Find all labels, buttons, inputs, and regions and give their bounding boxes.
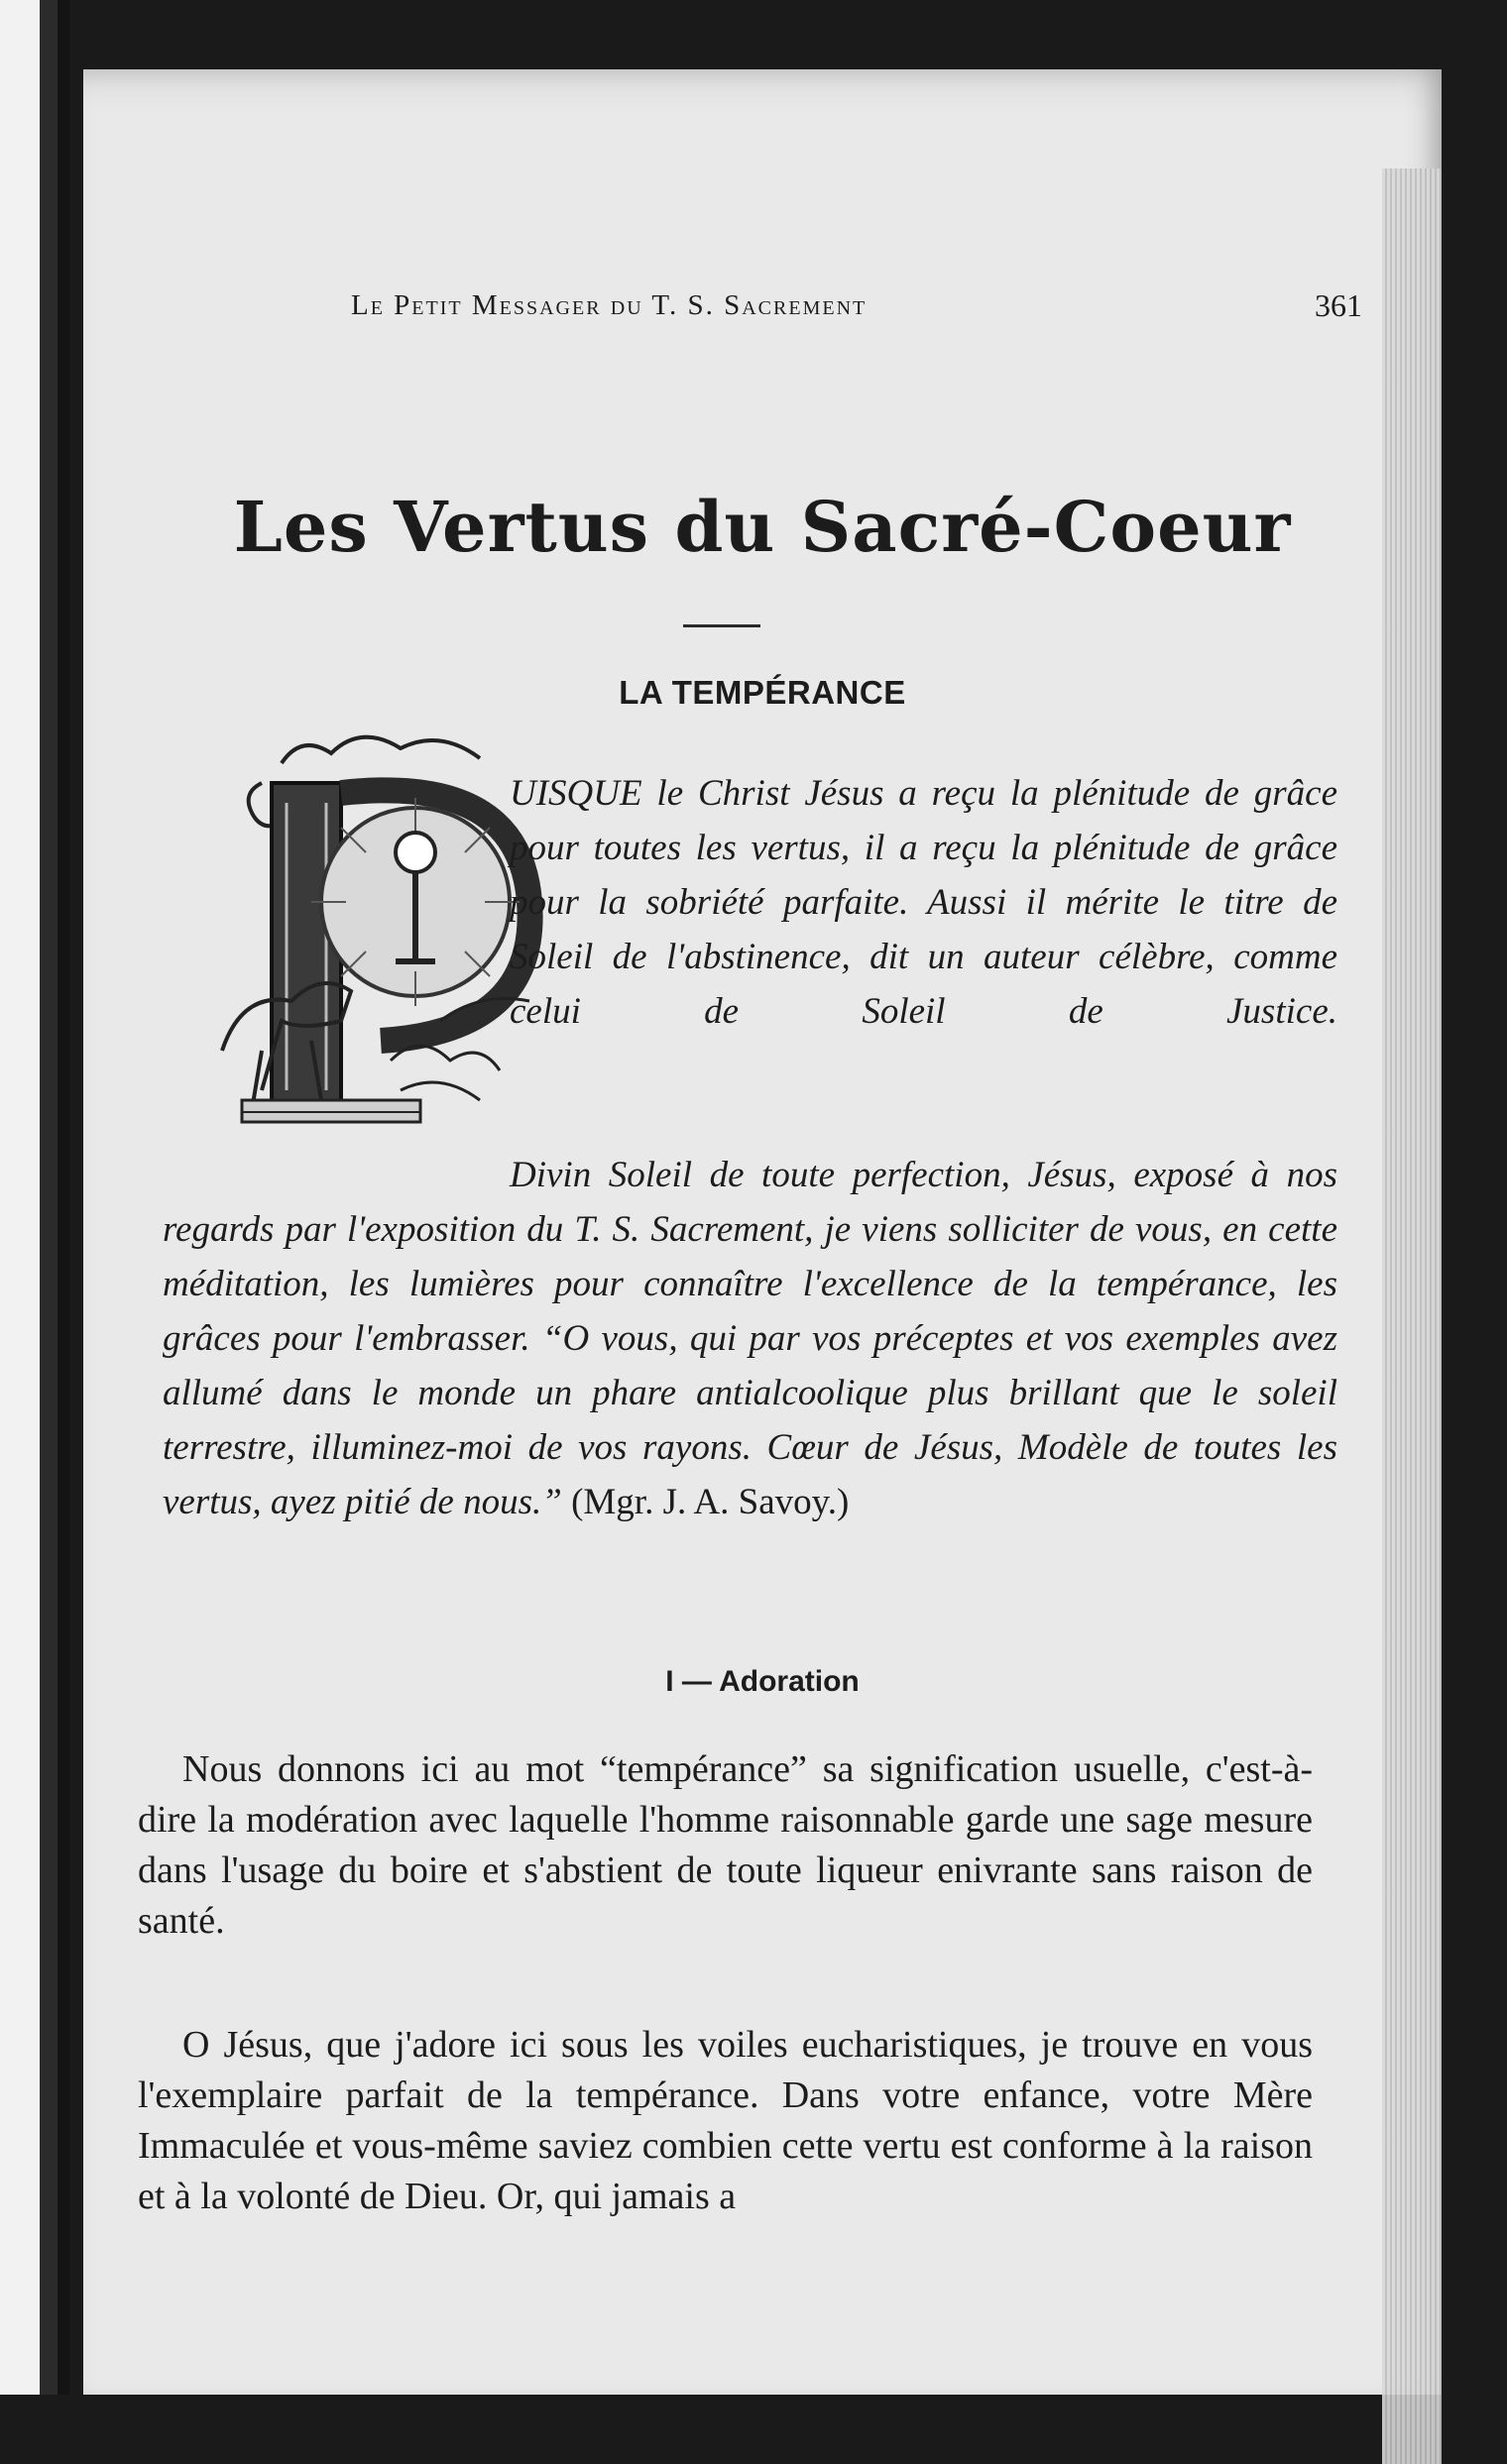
book-binding: [0, 0, 69, 2395]
page-title: Les Vertus du Sacré-Coeur: [233, 486, 1292, 568]
page-number: 361: [1315, 287, 1362, 323]
intro-citation: (Mgr. J. A. Savoy.): [571, 1482, 850, 1522]
title-divider: [683, 624, 760, 627]
running-title: Le Petit Messager du T. S. Sacrement: [351, 289, 868, 321]
intro-prayer: [163, 1148, 1337, 1529]
subsection-title: I — Adoration: [665, 1665, 860, 1698]
body-paragraph: O Jésus, que j'adore ici sous les voiles eucharistiques, je trouve en vous l'exemplaire parfait de la tempérance. Dans votre enfance, votre Mère Immaculée et vous-même saviez combien cette vertu est conforme à la raison et à la volonté de Dieu. Or, qui jamais a: [138, 2024, 1313, 2217]
section-title: LA TEMPÉRANCE: [619, 674, 906, 711]
book-page: [83, 69, 1442, 2395]
intro-prayer-text: Divin Soleil de toute perfection, Jésus, exposé à nos regards par l'exposition du T. S. Sacrement, je viens solliciter de vous, en cette méditation, les lumières pour connaître l'excellence de la tempérance, les grâces pour l'embrasser. “O vous, qui par vos préceptes et vos exemples avez allumé dans le monde un phare antialcoolique plus brillant que le soleil terrestre, illuminez-moi de vos rayons. Cœur de Jésus, Modèle de toutes les vertus, ayez pitié de nous.”: [163, 1155, 1337, 1522]
intro-opening: UISQUE le Christ Jésus a reçu la plénitude de grâce pour toutes les vertus, il a reçu la plénitude de grâce pour la sobriété parfaite. Aussi il mérite le titre de Soleil de l'abstinence, dit un auteur célèbre, comme celui de Soleil de Justice.: [510, 773, 1337, 1032]
running-head: [351, 289, 1362, 322]
body-paragraph: Nous donnons ici au mot “tempérance” sa signification usuelle, c'est-à-dire la modération avec laquelle l'homme raisonnable garde une sage mesure dans l'usage du boire et s'abstient de toute liqueur enivrante sans raison de santé.: [138, 1748, 1313, 1942]
